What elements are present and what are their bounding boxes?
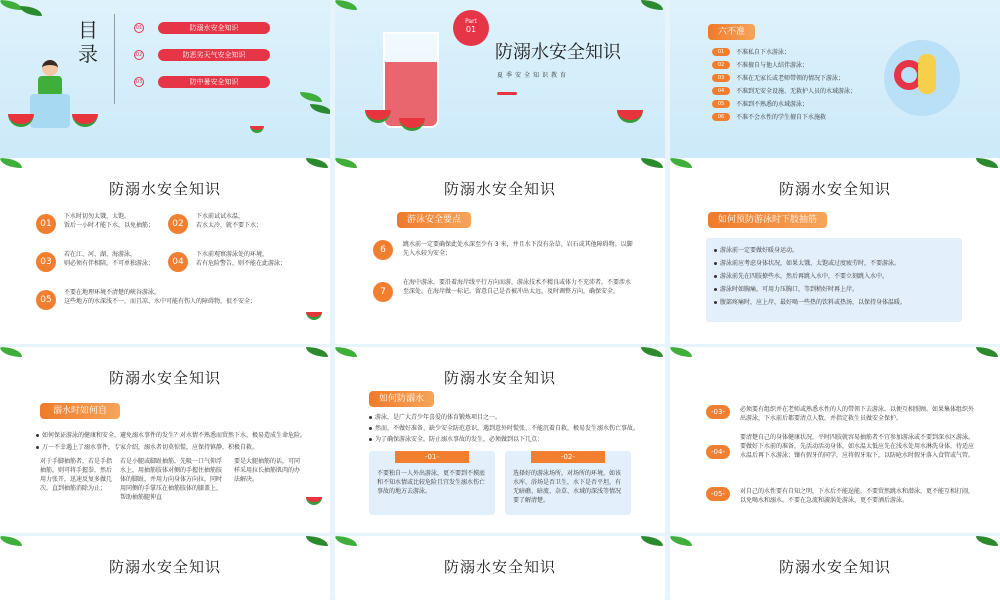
toc-title: 目录 xyxy=(78,18,98,66)
item-num: 05 xyxy=(36,290,56,310)
slide-11[interactable] xyxy=(335,536,665,600)
leaf-icon xyxy=(0,347,22,357)
rule-num: 01 xyxy=(712,48,730,56)
item-num: 02 xyxy=(168,214,188,234)
rule-text: 不准到无安全设施、无救护人员的水域游泳； xyxy=(736,88,857,95)
item-line: 这些地方的水深浅不一，而且凉、水中可能有伤人的障碍物，很不安全； xyxy=(64,298,257,305)
tip-item: 游泳时如胸痛，可用力压胸口，等到稍好时再上岸。 xyxy=(714,285,954,294)
part-subtitle: 夏季安全知识教育 xyxy=(497,72,570,79)
item-text: 跳水前一定要确保此处水深至少有 3 米，并且水下没有杂草、岩石或其他障碍物。以脚先入水较为安全； xyxy=(403,241,633,257)
watermelon-slice xyxy=(617,110,643,123)
item-text xyxy=(196,212,296,230)
section-tag: 游泳安全要点 xyxy=(397,212,471,228)
rule-text: 不准私自下水游泳； xyxy=(736,49,791,56)
item-num: 6 xyxy=(373,240,393,260)
slide-4[interactable] xyxy=(0,158,330,344)
bullet-item: 然而，不做好准备、缺少安全防范意识，遇到意外时慌张、不能沉着自救，极易发生溺水伤亡事故。 xyxy=(369,424,649,433)
slide-title: 防溺水安全知识 xyxy=(108,558,221,576)
point-text: 不要独自一人外出游泳，更不要到不摸底和不知水情或比较危险且宜发生溺水伤亡事故的地方去游泳。 xyxy=(377,470,486,495)
leaf-icon xyxy=(20,6,42,16)
rule-num: 06 xyxy=(712,113,730,121)
point-box-1 xyxy=(369,451,495,515)
slide-title: 防溺水安全知识 xyxy=(443,558,556,576)
toc-num-1: 01 xyxy=(135,25,143,31)
slide-5[interactable] xyxy=(335,158,665,344)
item-num: -05- xyxy=(706,487,730,501)
leaf-icon xyxy=(670,536,692,546)
toc-item-2[interactable]: 防恶劣天气安全知识 xyxy=(158,49,270,61)
item-num: 01 xyxy=(36,214,56,234)
leaf-icon xyxy=(670,158,692,168)
leaf-icon xyxy=(0,158,22,168)
boy-illustration xyxy=(28,60,78,130)
leaf-icon xyxy=(310,104,330,114)
tip-item: 游泳前先在四肢撩些水，然后再跳入水中，不要立刻跳入水中。 xyxy=(714,272,954,281)
slide-title: 防溺水安全知识 xyxy=(778,180,891,198)
leaf-icon xyxy=(300,92,322,102)
bullet-item: 为了确保游泳安全，防止溺水事故的发生，必须做到以下几点： xyxy=(369,435,649,444)
part-number: 01 xyxy=(465,25,477,34)
leaf-icon xyxy=(641,158,663,168)
slide-title: 防溺水安全知识 xyxy=(108,180,221,198)
section-tag: 溺水时如何自救 xyxy=(40,403,120,419)
swimmer-illustration xyxy=(884,40,960,116)
leaf-icon xyxy=(976,158,998,168)
point-num: -01- xyxy=(395,451,469,463)
leaf-icon xyxy=(335,347,357,357)
item-line: 饭后一小时才能下水，以免抽筋； xyxy=(64,222,155,229)
item-num: 7 xyxy=(373,282,393,302)
leaf-icon xyxy=(641,536,663,546)
item-line: 若有危险警告，则不能在此游泳； xyxy=(196,260,287,267)
slide-title: 防溺水安全知识 xyxy=(443,369,556,387)
item-text xyxy=(64,288,284,306)
column-text: 要是大腿抽筋的话，可同样采用拉长抽筋肌肉的办法解决。 xyxy=(234,458,301,483)
rule-text: 不准在无家长或老师带领的情况下游泳； xyxy=(736,75,845,82)
part-label: Part xyxy=(465,18,477,25)
section-tag: 如何防溺水 xyxy=(369,391,434,407)
watermelon-slice xyxy=(250,126,264,133)
tip-item: 腹部疼痛时，应上岸，最好喝一些热的饮料或热汤，以保持身体温暖。 xyxy=(714,298,954,307)
toc-divider xyxy=(114,14,115,104)
part-underline xyxy=(497,92,517,95)
leaf-icon xyxy=(335,158,357,168)
toc-item-1[interactable]: 防溺水安全知识 xyxy=(158,22,270,34)
rule-text: 不准擅自与他人结伴游泳； xyxy=(736,62,809,69)
leaf-icon xyxy=(306,536,328,546)
bullet-item: 如何保证游泳的健康和安全，避免溺水事件的发生？对水情不熟悉而贸然下水，极易造成生命危险。 xyxy=(36,431,316,440)
item-line: 下水前观察游泳处的环境， xyxy=(196,251,269,258)
item-num: 03 xyxy=(36,252,56,272)
item-text: 必须要有组织并在老师或熟悉水性的人的带领下去游泳。以便互相照顾。如果集体组织外出游泳，下水前后都要清点人数，并指定救生员做安全保护。 xyxy=(740,406,975,422)
part-title: 防溺水安全知识 xyxy=(495,42,621,63)
slide-10[interactable] xyxy=(0,536,330,600)
tips-box xyxy=(706,238,962,322)
item-line: 若在江、河、湖、海游泳， xyxy=(64,251,137,258)
item-text xyxy=(64,250,164,268)
leaf-icon xyxy=(976,536,998,546)
leaf-icon xyxy=(0,0,22,10)
item-line: 不要在地理环境不清楚的峡谷游泳。 xyxy=(64,289,161,296)
point-num: -02- xyxy=(531,451,605,463)
slide-7[interactable] xyxy=(0,347,330,533)
column-text: 对于手脚抽筋者，若是手指抽筋，则可将手握拳，然后用力张开，迅速反复多做几次，直到抽筋消除为止； xyxy=(40,458,113,492)
item-text xyxy=(64,212,164,230)
rules-tag: 六不准 xyxy=(708,24,755,40)
leaf-icon xyxy=(335,536,357,546)
rule-num: 03 xyxy=(712,74,730,82)
watermelon-slice xyxy=(306,312,322,320)
column-text: 若是小腿或脚趾抽筋，先吸一口气仰浮水上，用抽筋肢体对侧的手握住抽筋肢体的脚趾，并用力向身体方向拉，同时用同侧的手掌压在抽筋肢体的膝盖上，帮助抽筋腿伸直 xyxy=(120,458,223,501)
item-text: 要清楚自己的身体健康状况，平时四肢就容易抽筋者不宜参加游泳或不要到深水区游泳。要做好下水前的准备，先活动活动身体，如水温太低应先在浅水处用水淋洗身体，待适应水温后再下水游泳；镶有假牙的同学，应将假牙取下，以防呛水时假牙落入食管或气管。 xyxy=(740,434,975,459)
leaf-icon xyxy=(670,347,692,357)
leaf-icon xyxy=(335,0,357,10)
slide-6[interactable] xyxy=(670,158,1000,344)
watermelon-slice xyxy=(399,118,425,131)
section-tag: 如何预防游泳时下肢抽筋 xyxy=(708,212,827,228)
toc-num-3: 03 xyxy=(135,79,143,85)
leaf-icon xyxy=(976,347,998,357)
bullet-item: 游泳，是广大青少年喜爱的体育锻炼项目之一。 xyxy=(369,413,649,422)
watermelon-slice xyxy=(306,497,322,505)
item-text: 对自己的水性要有自知之明，下水后不能逞能，不要贸然跳水和潜泳，更不能互相打闹，以免喝水和溺水。不要在急流和漩涡处游泳，更不要酒后游泳。 xyxy=(740,488,975,504)
slide-title: 防溺水安全知识 xyxy=(443,180,556,198)
item-line: 则必须有伴相陪，不可单独游泳； xyxy=(64,260,155,267)
item-text: 在海中游泳，要沿着海岸线平行方向而游，游泳技术不精良或体力不充沛者，不要涉水至深处。在海岸做一标记，留意自己是否被冲出太远，及时调整方向，确保安全。 xyxy=(403,279,632,295)
rule-num: 05 xyxy=(712,100,730,108)
tip-item: 游泳前一定要做好暖身运动。 xyxy=(714,246,954,255)
bullet-item: 万一不幸遇上了溺水事件，专家介绍，溺水者切莫惊慌，应保持镇静，积极自救。 xyxy=(36,443,316,452)
point-text: 选择好的游泳场所，对场所的环境，如该水库、浴场是否卫生，水下是否平坦，有无暗礁、暗流、杂草、水域的深浅等情况要了解清楚。 xyxy=(513,470,622,504)
rule-num: 02 xyxy=(712,61,730,69)
leaf-icon xyxy=(641,347,663,357)
slide-title: 防溺水安全知识 xyxy=(108,369,221,387)
item-text xyxy=(196,250,296,268)
item-num: 04 xyxy=(168,252,188,272)
item-line: 下水时切勿太饿、太饱。 xyxy=(64,213,131,220)
item-num: -03- xyxy=(706,405,730,419)
item-line: 若水太冷，就不要下水； xyxy=(196,222,263,229)
slide-8[interactable] xyxy=(335,347,665,533)
slide-12[interactable] xyxy=(670,536,1000,600)
slide-9[interactable] xyxy=(670,347,1000,533)
toc-item-3[interactable]: 防中暑安全知识 xyxy=(158,76,270,88)
point-box-2 xyxy=(505,451,631,515)
drink-glass-illustration xyxy=(383,32,439,128)
tip-item: 游泳前应考虑身体状况，如果太饿、太饱或过度疲劳时，不要游泳。 xyxy=(714,259,954,268)
leaf-icon xyxy=(306,347,328,357)
toc-num-2: 02 xyxy=(135,52,143,58)
item-line: 下水前试试水温， xyxy=(196,213,245,220)
rule-text: 不准到不熟悉的水域游泳； xyxy=(736,101,809,108)
part-badge xyxy=(453,10,489,46)
rule-text: 不准不会水性的学生擅自下水施救 xyxy=(736,114,827,121)
leaf-icon xyxy=(641,0,663,10)
rule-num: 04 xyxy=(712,87,730,95)
item-num: -04- xyxy=(706,445,730,459)
leaf-icon xyxy=(0,536,22,546)
slide-title: 防溺水安全知识 xyxy=(778,558,891,576)
leaf-icon xyxy=(306,158,328,168)
